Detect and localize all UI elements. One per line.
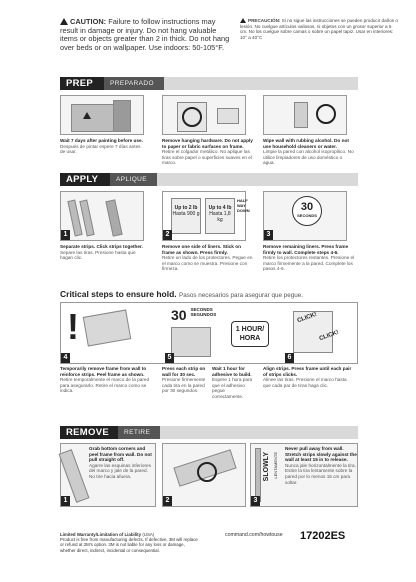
prep-section-bar (60, 77, 358, 90)
prep-step-1-caption: Wait 7 days after painting before use. Después de pintar espere 7 días antes de usar. (60, 138, 143, 155)
remove-step-3-caption: Never pull away from wall. Stretch strips slowly against the wall at least 15 in to release. Nunca jale horizontalmente la tira. Estire la tira lentamente sobre la pared por lo menos 15 cm para soltar. (285, 446, 357, 485)
lentamente-label: LENTAMENTE (273, 452, 278, 479)
prep-label: PREP (60, 77, 107, 90)
warning-icon (60, 18, 68, 25)
apply-illustration-press (263, 191, 347, 241)
segundos-label: SEGUNDOS (190, 312, 217, 317)
weight-label-900g: Hasta 900 g (172, 211, 200, 217)
apply-step-3-caption: Remove remaining liners. Press frame firmly to wall. Complete steps 4-6. Retire los protectores restantes. Presione el marco firmemente a la pared. Complete los pasos 4-6. (263, 244, 355, 272)
critical-step-5-caption: Press each strip on wall for 30 sec. Presione firmemente cada tira en la pared por 30 segundos. (162, 366, 206, 394)
caution-es-title: PRECAUCIÓN: (248, 18, 281, 23)
warning-icon (240, 18, 246, 23)
remove-step-1-caption: Grab bottom corners and peel frame from wall. Do not pull straight off. Agarre las esquinas inferiores del marco y jale de la pared. No tire hacia afuera. (89, 446, 152, 479)
critical-steps-heading: Critical steps to ensure hold. Pasos necesarios para asegurar que pegue. (60, 289, 303, 299)
remove-label-es: RETIRE (118, 426, 160, 439)
step-number: 3 (264, 230, 273, 240)
step-number: 4 (61, 353, 70, 363)
one-hour-label: 1 HOUR/ (235, 326, 265, 333)
prohibited-icon (197, 462, 217, 482)
prohibited-icon (182, 107, 202, 127)
caution-english (60, 18, 230, 52)
remove-step-2-panel (162, 443, 246, 507)
critical-steps-panel: ! 4 30 SECONDS SEGUNDOS 5 1 HOUR/ HORA CLICK! CLICK! 6 (60, 302, 358, 364)
prep-step-3-caption: Wipe wall with rubbing alcohol. Do not use household cleaners or water. Limpie la pared con alcohol isopropílico. No utilice limpiadores de uso doméstico o agua. (263, 138, 354, 166)
apply-label: APPLY (60, 173, 112, 186)
caution-es-text: Si no sigue las instrucciones se pueden producir daños o lesión. No cuelgue artículos valiosos, ni objetos con un grosor superior a 5 cm. No los cuelgue sobre camas o sobre un papel tapiz. Usar en interiores: 10° a 40°C (240, 18, 398, 40)
click-label: CLICK! (296, 311, 318, 325)
weight-label-4lb: Up to 4 lb (208, 205, 232, 211)
product-code: 17202ES (300, 530, 346, 542)
remove-label: REMOVE (60, 426, 123, 439)
howtouse-url[interactable]: command.com/howtouse (225, 532, 283, 538)
slowly-label: SLOWLY (263, 452, 270, 482)
apply-label-es: APLIQUE (110, 173, 157, 186)
step-number: 3 (251, 496, 260, 506)
prep-step-2-caption: Remove hanging hardware. Do not apply to paper or fabric surfaces on frame. Retire el colgador metálico. No aplique las tiras sobre papel o superficies suaves en el marco. (162, 138, 253, 166)
remove-section-bar (60, 426, 358, 439)
step-number: 1 (61, 230, 70, 240)
caution-title: CAUTION: (70, 17, 107, 26)
step-number: 2 (163, 230, 172, 240)
seconds-label: SECONDS (190, 307, 213, 312)
apply-section-bar (60, 173, 358, 186)
critical-step-5b-caption: Wait 1 hour for adhesive to build. Espere 1 hora para que el adhesivo pegue correctamente. (212, 366, 253, 399)
step-number: 2 (163, 496, 172, 506)
half-way-down-label: HALF WAY DOWN (237, 198, 250, 213)
click-label: CLICK! (318, 329, 340, 343)
step-number: 5 (165, 353, 174, 363)
warranty-text: Limited Warranty/Limitation of Liability (USA) Product is free from manufacturing defects. If defective, 3M will replace or refund at 3M's option. 3M is not liable for any loss or damage, whether direct, indirect, incidental or consequential. (60, 532, 198, 553)
apply-step-1-caption: Separate strips. Click strips together. Separe las tiras. Presione hasta que hagan clic. (60, 244, 143, 261)
prohibited-icon (316, 104, 336, 124)
seconds-number: 30 (171, 307, 187, 323)
seconds-label: SECONDS (297, 213, 317, 218)
critical-step-6-caption: Align strips. Press frame until each pair of strips clicks. Alinee las tiras. Presione el marco hasta que cada par de tiras haga clic. (263, 366, 352, 388)
apply-step-2-caption: Remove one side of liners. Stick on frame as shown. Press firmly. Retire un lado de los protectores. Pegue en el marco como se muestra. Presione con firmeza. (162, 244, 253, 272)
prep-illustration-hardware (162, 95, 246, 135)
weight-label-18kg: Hasta 1,8 kg (209, 211, 231, 223)
apply-illustration-liners (162, 191, 250, 241)
warning-icon (83, 112, 91, 119)
step-number: 1 (61, 496, 70, 506)
step-number: 6 (285, 353, 294, 363)
prep-illustration-wipe (263, 95, 347, 135)
apply-illustration-separate (60, 191, 144, 241)
hora-label: HORA (239, 335, 261, 342)
remove-step-3-panel (250, 443, 358, 507)
prep-label-es: PREPARADO (104, 77, 164, 90)
caution-spanish (240, 18, 400, 40)
caution-text: Failure to follow instructions may result in damage or injury. Do not hang valuable items or objects greater than 2 in thick. Do not hang over beds or on wallpaper. Use indoors: 50-105°F. (60, 17, 230, 52)
prep-illustration-paint (60, 95, 144, 135)
critical-step-4-caption: Temporarily remove frame from wall to reinforce strips. Peel frame as shown. Retire temporalmente el marco de la pared para asegurarlo. Retire el marco como se indica. (60, 366, 150, 394)
weight-label-2lb: Up to 2 lb (174, 205, 198, 211)
remove-step-1-panel (60, 443, 156, 507)
seconds-number: 30 (300, 201, 314, 213)
